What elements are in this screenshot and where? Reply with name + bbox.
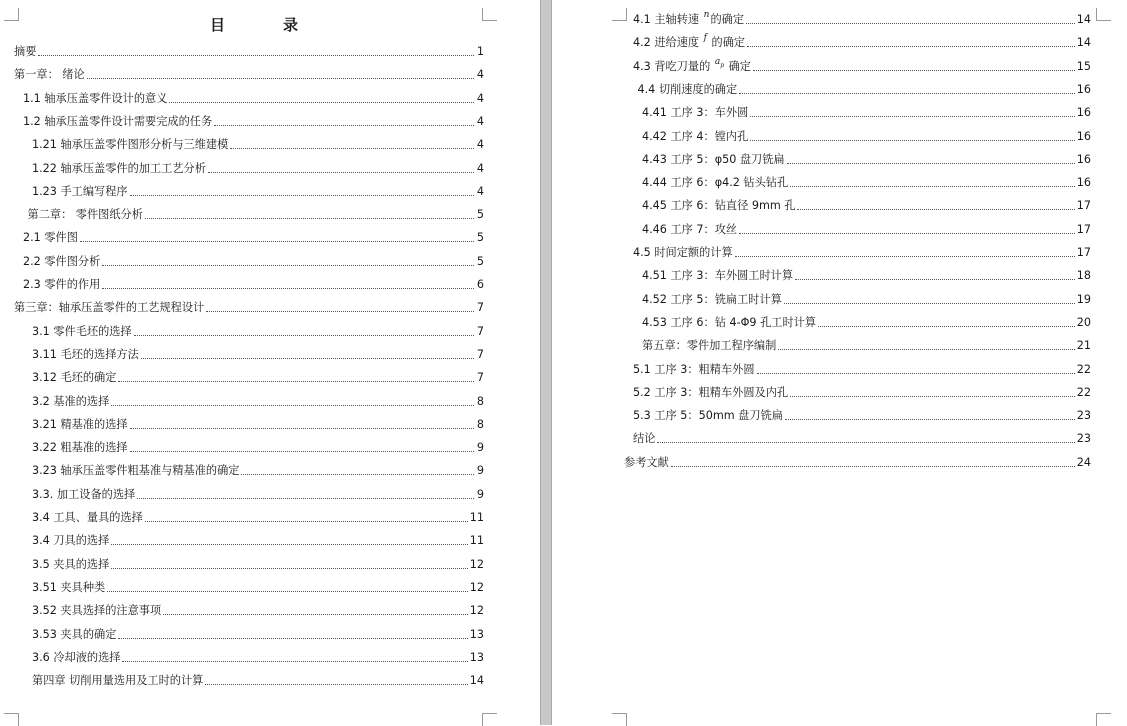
toc-entry[interactable] xyxy=(32,460,484,478)
toc-entry[interactable] xyxy=(32,437,484,455)
toc-entry[interactable] xyxy=(633,56,1091,74)
dot-leader xyxy=(230,148,474,149)
toc-entry[interactable] xyxy=(14,64,484,82)
dot-leader xyxy=(784,303,1075,304)
toc-entry[interactable] xyxy=(633,382,1091,400)
dot-leader xyxy=(111,544,467,545)
toc-entry[interactable] xyxy=(32,158,484,176)
dot-leader xyxy=(111,568,467,569)
toc-entry-label: 4.43 工序 5：φ50 盘刀铣扁 xyxy=(642,152,785,166)
toc-page-right xyxy=(552,0,1127,725)
toc-entry-page-number: 9 xyxy=(476,441,484,455)
dot-leader xyxy=(657,442,1074,443)
toc-entry-page-number: 23 xyxy=(1076,432,1091,446)
math-symbol: ap xyxy=(714,56,725,69)
crop-mark xyxy=(612,713,627,726)
toc-entry[interactable] xyxy=(642,335,1091,353)
dot-leader xyxy=(747,46,1075,47)
dot-leader xyxy=(735,256,1075,257)
toc-entry-label: 3.51 夹具种类 xyxy=(32,580,106,594)
dot-leader xyxy=(750,140,1074,141)
toc-entry[interactable] xyxy=(642,265,1091,283)
toc-entry-label: 3.23 轴承压盖零件粗基准与精基准的确定 xyxy=(32,464,240,478)
toc-entry-label: 第三章：轴承压盖零件的工艺规程设计 xyxy=(14,301,205,315)
dot-leader xyxy=(206,311,474,312)
toc-entry-label: 参考文献 xyxy=(624,455,669,469)
dot-leader xyxy=(790,186,1075,187)
toc-entry[interactable] xyxy=(642,219,1091,237)
toc-entry[interactable] xyxy=(28,204,485,222)
toc-entry-page-number: 22 xyxy=(1076,385,1091,399)
toc-entry-page-number: 4 xyxy=(476,184,484,198)
toc-entry-page-number: 16 xyxy=(1076,129,1091,143)
toc-entry-page-number: 12 xyxy=(469,557,484,571)
toc-entry-page-number: 13 xyxy=(469,650,484,664)
toc-entry-label: 第四章 切削用量选用及工时的计算 xyxy=(32,674,204,688)
toc-entry-label: 1.2 轴承压盖零件设计需要完成的任务 xyxy=(23,114,213,128)
toc-entry[interactable] xyxy=(633,428,1091,446)
toc-entry-page-number: 4 xyxy=(476,91,484,105)
toc-entry-page-number: 16 xyxy=(1076,82,1091,96)
dot-leader xyxy=(790,396,1075,397)
toc-entry[interactable] xyxy=(32,484,484,502)
toc-entry-label: 3.1 零件毛坯的选择 xyxy=(32,324,132,338)
toc-page-left xyxy=(0,0,540,725)
toc-entry[interactable] xyxy=(23,227,484,245)
toc-entry-label: 4.1 主轴转速 $^n$的确定 xyxy=(633,10,745,26)
dot-leader xyxy=(130,195,474,196)
dot-leader xyxy=(130,451,474,452)
toc-entry-label: 第五章：零件加工程序编制 xyxy=(642,339,777,353)
toc-entry-label: 1.22 轴承压盖零件的加工工艺分析 xyxy=(32,161,206,175)
dot-leader xyxy=(797,209,1074,210)
toc-entry-label: 4.41 工序 3：车外圆 xyxy=(642,106,749,120)
toc-entry-label: 3.12 毛坯的确定 xyxy=(32,371,117,385)
toc-entry-page-number: 6 xyxy=(476,278,484,291)
toc-entry[interactable] xyxy=(633,359,1091,377)
toc-entry-label: 4.4 切削速度的确定 xyxy=(637,82,738,96)
dot-leader xyxy=(818,326,1075,327)
dot-leader xyxy=(134,335,474,336)
toc-title-char-1: 目 xyxy=(209,16,227,34)
toc-entry-page-number: 9 xyxy=(476,487,484,501)
crop-mark xyxy=(482,8,497,21)
toc-entry-label: 1.21 轴承压盖零件图形分析与三维建模 xyxy=(32,138,229,152)
dot-leader xyxy=(130,428,474,429)
toc-entry-label: 3.6 冷却液的选择 xyxy=(32,650,121,664)
toc-entry-label: 4.42 工序 4：镗内孔 xyxy=(642,129,749,143)
toc-entry-page-number: 23 xyxy=(1076,409,1091,423)
toc-entry-page-number: 14 xyxy=(469,674,484,688)
toc-entry-label: 4.45 工序 6：钻直径 9mm 孔 xyxy=(642,199,796,213)
toc-entry-label: 第一章： 绪论 xyxy=(14,68,85,82)
toc-entry[interactable] xyxy=(32,181,484,199)
dot-leader xyxy=(80,241,474,242)
dot-leader xyxy=(169,102,474,103)
toc-entry-label: 5.3 工序 5：50mm 盘刀铣扁 xyxy=(633,409,783,423)
toc-entry-label: 4.5 时间定额的计算 xyxy=(633,246,733,259)
dot-leader xyxy=(145,521,468,522)
dot-leader xyxy=(122,661,467,662)
toc-entry[interactable] xyxy=(23,251,484,269)
toc-entry[interactable] xyxy=(633,32,1091,50)
toc-entry-page-number: 12 xyxy=(469,580,484,594)
page-gutter xyxy=(540,0,552,725)
dot-leader xyxy=(102,265,474,266)
toc-list-right xyxy=(624,0,1091,725)
dot-leader xyxy=(739,93,1075,94)
toc-entry-page-number: 11 xyxy=(469,534,484,548)
toc-entry[interactable] xyxy=(14,297,484,315)
dot-leader xyxy=(163,614,468,615)
crop-mark xyxy=(1096,713,1111,726)
toc-entry-page-number: 13 xyxy=(469,627,484,641)
toc-entry[interactable] xyxy=(32,600,484,618)
toc-entry[interactable] xyxy=(32,554,484,572)
toc-entry-page-number: 18 xyxy=(1076,269,1091,283)
toc-entry[interactable] xyxy=(32,414,484,432)
toc-entry-page-number: 17 xyxy=(1076,199,1091,213)
crop-mark xyxy=(612,8,627,21)
toc-entry-page-number: 11 xyxy=(469,511,484,524)
toc-entry[interactable] xyxy=(23,111,484,129)
toc-entry-page-number: 19 xyxy=(1076,292,1091,306)
toc-entry-label: 5.1 工序 3：粗精车外圆 xyxy=(633,362,755,376)
dot-leader xyxy=(214,125,474,126)
toc-entry-page-number: 16 xyxy=(1076,106,1091,120)
toc-entry-page-number: 17 xyxy=(1076,222,1091,236)
toc-entry-label: 4.53 工序 6：钻 4-Φ9 孔工时计算 xyxy=(642,315,817,329)
dot-leader xyxy=(739,233,1075,234)
toc-entry[interactable] xyxy=(642,172,1091,190)
toc-entry[interactable] xyxy=(642,195,1091,213)
toc-entry[interactable] xyxy=(32,134,484,152)
toc-entry[interactable] xyxy=(32,507,484,525)
toc-entry-label: 3.3. 加工设备的选择 xyxy=(32,487,136,501)
toc-entry-page-number: 7 xyxy=(476,347,484,361)
dot-leader xyxy=(107,591,468,592)
toc-entry[interactable] xyxy=(633,405,1091,423)
math-symbol: n xyxy=(703,10,710,20)
toc-entry-label: 3.21 精基准的选择 xyxy=(32,417,128,431)
toc-entry-label: 1.1 轴承压盖零件设计的意义 xyxy=(23,91,168,105)
toc-entry[interactable] xyxy=(642,102,1091,120)
toc-entry[interactable] xyxy=(32,624,484,642)
toc-entry[interactable] xyxy=(32,647,484,665)
toc-entry-label: 4.51 工序 3：车外圆工时计算 xyxy=(642,269,794,283)
dot-leader xyxy=(137,498,474,499)
toc-entry[interactable] xyxy=(642,149,1091,167)
toc-entry-page-number: 4 xyxy=(476,138,484,152)
toc-entry-label: 摘要 xyxy=(14,45,37,58)
toc-entry[interactable] xyxy=(633,9,1091,27)
toc-entry-label: 4.3 背吃刀量的 $^{a_p}$ 确定 xyxy=(633,56,751,73)
toc-entry[interactable] xyxy=(642,289,1091,307)
toc-entry-label: 3.52 夹具选择的注意事项 xyxy=(32,604,162,618)
dot-leader xyxy=(87,78,474,79)
toc-entry[interactable] xyxy=(23,274,484,292)
toc-entry-label: 3.5 夹具的选择 xyxy=(32,557,110,571)
toc-entry-page-number: 7 xyxy=(476,324,484,338)
toc-entry[interactable] xyxy=(32,344,484,362)
dot-leader xyxy=(102,288,474,289)
toc-entry[interactable] xyxy=(638,79,1092,97)
toc-entry[interactable] xyxy=(642,126,1091,144)
toc-entry[interactable] xyxy=(14,41,484,59)
toc-entry-page-number: 8 xyxy=(476,394,484,408)
toc-entry-page-number: 24 xyxy=(1076,455,1091,469)
toc-entry-page-number: 8 xyxy=(476,417,484,431)
toc-entry-label: 3.4 刀具的选择 xyxy=(32,534,110,548)
toc-entry[interactable] xyxy=(32,391,484,409)
dot-leader xyxy=(205,684,467,685)
toc-entry-page-number: 5 xyxy=(476,254,484,268)
toc-entry-page-number: 16 xyxy=(1076,176,1091,190)
toc-entry-page-number: 22 xyxy=(1076,362,1091,376)
toc-entry-page-number: 7 xyxy=(476,371,484,385)
toc-entry-label: 4.44 工序 6：φ4.2 钻头钻孔 xyxy=(642,176,789,190)
toc-entry-label: 第二章： 零件图纸分析 xyxy=(27,208,143,222)
toc-entry-label: 1.23 手工编写程序 xyxy=(32,184,128,198)
toc-entry-page-number: 4 xyxy=(476,68,484,82)
toc-entry-page-number: 12 xyxy=(469,604,484,618)
toc-entry-label: 5.2 工序 3：粗精车外圆及内孔 xyxy=(633,385,789,399)
toc-entry-label: 2.3 零件的作用 xyxy=(23,278,101,291)
dot-leader xyxy=(141,358,474,359)
dot-leader xyxy=(750,116,1074,117)
toc-entry-label: 3.11 毛坯的选择方法 xyxy=(32,347,139,361)
toc-list-left xyxy=(14,0,484,725)
dot-leader xyxy=(38,55,474,56)
toc-entry-page-number: 14 xyxy=(1076,13,1091,26)
toc-entry-label: 结论 xyxy=(633,432,656,446)
dot-leader xyxy=(208,172,474,173)
toc-entry-label: 2.2 零件图分析 xyxy=(23,254,101,268)
toc-entry-page-number: 4 xyxy=(476,161,484,175)
dot-leader xyxy=(785,419,1075,420)
dot-leader xyxy=(753,70,1075,71)
toc-entry-page-number: 7 xyxy=(476,301,484,315)
dot-leader xyxy=(787,163,1075,164)
toc-entry[interactable] xyxy=(32,670,484,688)
crop-mark xyxy=(482,713,497,726)
toc-entry-label: 3.53 夹具的确定 xyxy=(32,627,117,641)
toc-entry-label: 3.2 基准的选择 xyxy=(32,394,110,408)
crop-mark xyxy=(1096,8,1111,21)
toc-entry[interactable] xyxy=(32,530,484,548)
dot-leader xyxy=(118,638,467,639)
toc-entry[interactable] xyxy=(624,452,1091,470)
toc-entry-page-number: 15 xyxy=(1076,59,1091,73)
dot-leader xyxy=(241,474,474,475)
toc-entry[interactable] xyxy=(32,367,484,385)
toc-entry-page-number: 17 xyxy=(1076,246,1091,259)
toc-entry-page-number: 1 xyxy=(476,45,484,58)
dot-leader xyxy=(145,218,474,219)
toc-entry-label: 4.2 进给速度 $^f$ 的确定 xyxy=(633,33,746,50)
toc-entry[interactable] xyxy=(633,242,1091,260)
toc-entry-label: 2.1 零件图 xyxy=(23,231,78,245)
toc-entry-page-number: 20 xyxy=(1076,315,1091,329)
dot-leader xyxy=(111,405,474,406)
toc-entry[interactable] xyxy=(32,321,484,339)
toc-entry-page-number: 5 xyxy=(476,231,484,245)
toc-entry-label: 3.4 工具、量具的选择 xyxy=(32,511,143,524)
dot-leader xyxy=(746,23,1075,24)
toc-entry-label: 3.22 粗基准的选择 xyxy=(32,441,128,455)
toc-entry-page-number: 5 xyxy=(476,208,484,222)
dot-leader xyxy=(757,373,1075,374)
crop-mark xyxy=(4,713,19,726)
toc-title-char-2: 录 xyxy=(283,16,301,34)
toc-entry-label: 4.52 工序 5：铣扁工时计算 xyxy=(642,292,782,306)
toc-entry-page-number: 21 xyxy=(1076,339,1091,353)
toc-entry[interactable] xyxy=(642,312,1091,330)
toc-entry-page-number: 4 xyxy=(476,114,484,128)
toc-entry-page-number: 9 xyxy=(476,464,484,478)
math-symbol: f xyxy=(703,33,707,44)
toc-entry[interactable] xyxy=(32,577,484,595)
toc-entry-page-number: 16 xyxy=(1076,152,1091,166)
dot-leader xyxy=(118,381,474,382)
dot-leader xyxy=(671,466,1075,467)
toc-entry-label: 4.46 工序 7：攻丝 xyxy=(642,222,738,236)
dot-leader xyxy=(795,279,1075,280)
dot-leader xyxy=(778,349,1074,350)
crop-mark xyxy=(4,8,19,21)
toc-entry-page-number: 14 xyxy=(1076,36,1091,50)
toc-entry[interactable] xyxy=(23,88,484,106)
